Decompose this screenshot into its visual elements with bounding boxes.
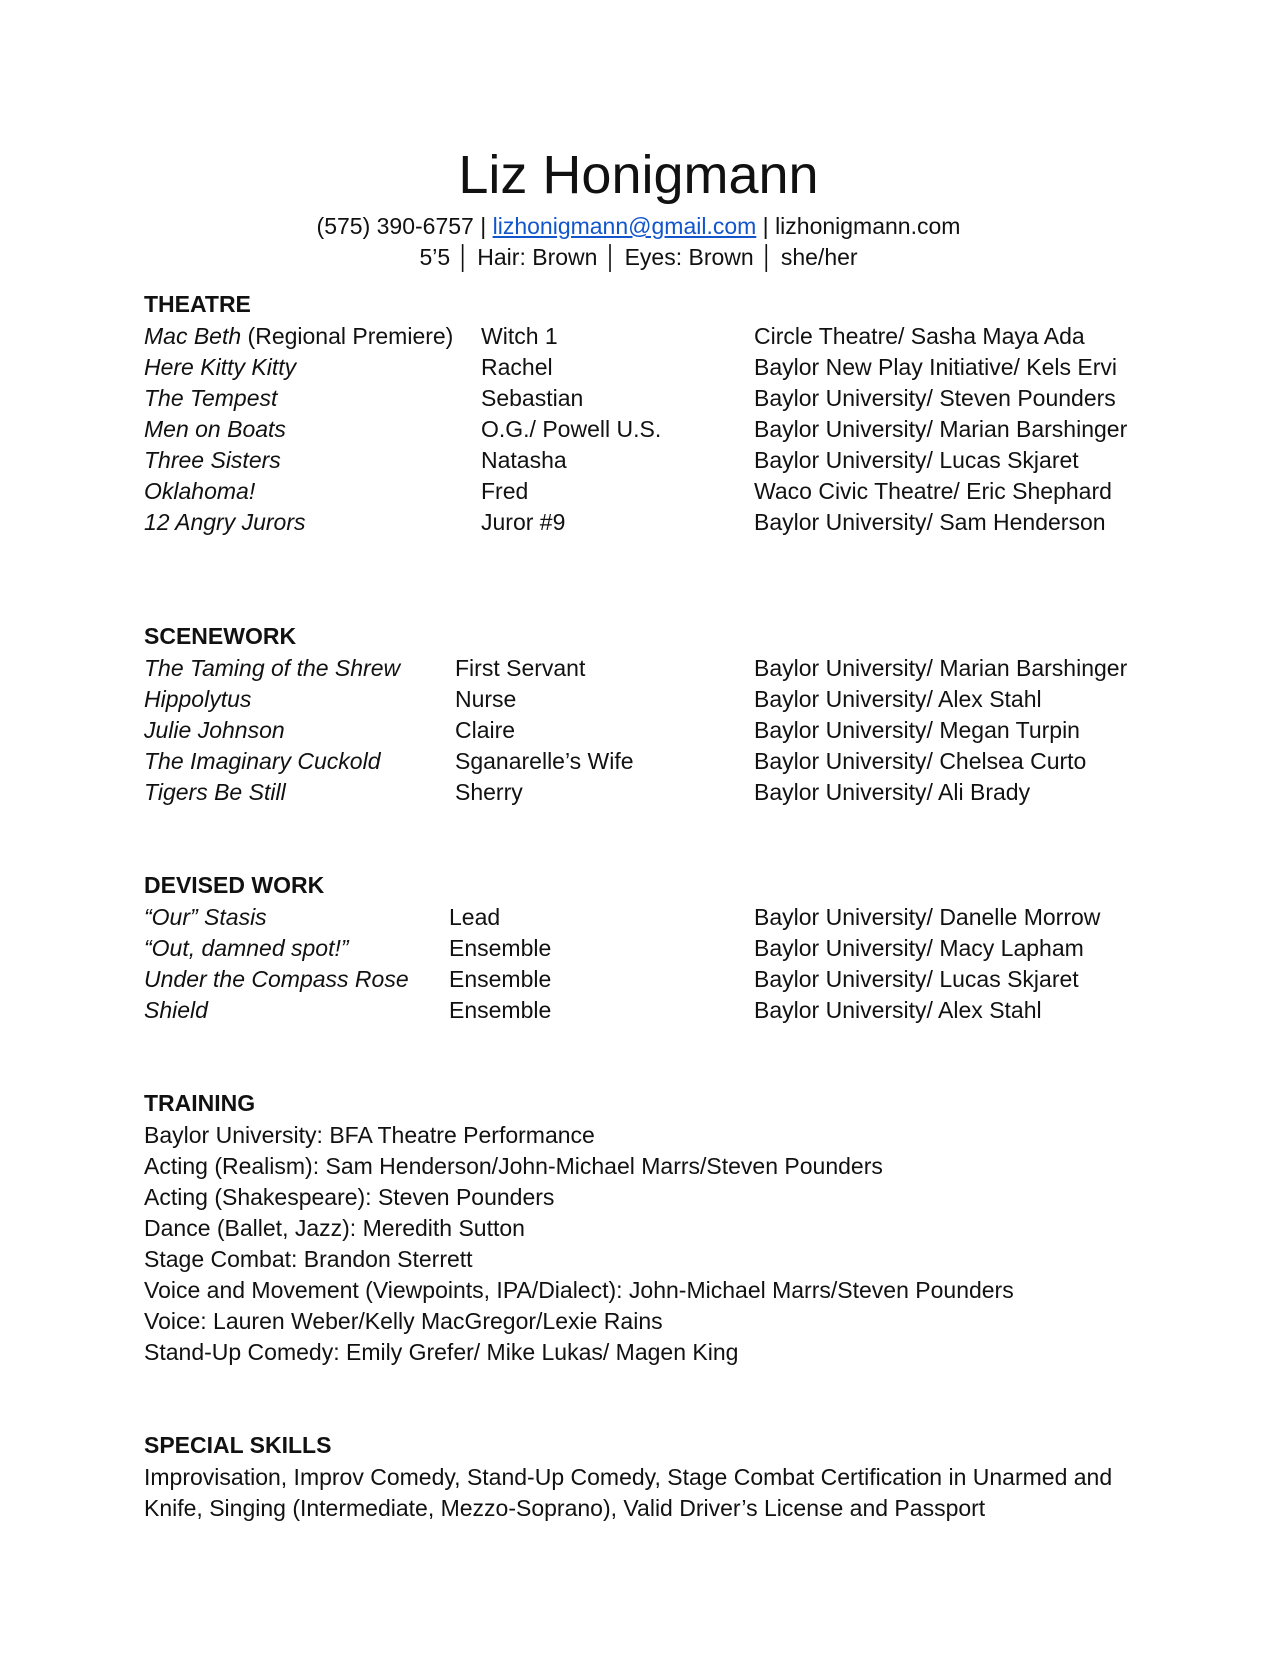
credit-company: Baylor University/ Marian Barshinger xyxy=(754,655,1128,681)
credit-title: Oklahoma! xyxy=(144,478,256,504)
email-link[interactable]: lizhonigmann@gmail.com xyxy=(492,213,757,239)
training-line: Stand-Up Comedy: Emily Grefer/ Mike Lukas/ Magen King xyxy=(144,1339,739,1365)
credit-role: Lead xyxy=(449,904,501,930)
training-line: Baylor University: BFA Theatre Performance xyxy=(144,1122,595,1148)
credit-role: Rachel xyxy=(481,354,553,380)
scenework-credit-row xyxy=(144,746,1144,777)
credit-company: Baylor University/ Steven Pounders xyxy=(754,385,1116,411)
website: lizhonigmann.com xyxy=(775,213,961,239)
credit-company: Baylor University/ Marian Barshinger xyxy=(754,416,1128,442)
training-line: Voice: Lauren Weber/Kelly MacGregor/Lexie Rains xyxy=(144,1308,663,1334)
credit-role: Fred xyxy=(481,478,529,504)
credit-role: O.G./ Powell U.S. xyxy=(481,416,662,442)
skills-text: Improvisation, Improv Comedy, Stand-Up Comedy, Stage Combat Certification in Unarmed and Knife, Singing (Intermediate, Mezzo-Soprano), Valid Driver’s License and Passport xyxy=(144,1464,1113,1521)
scenework-credit-row xyxy=(144,777,1144,808)
theatre-credit-row xyxy=(144,414,1144,445)
scenework-credit-row xyxy=(144,715,1144,746)
credit-company: Baylor University/ Megan Turpin xyxy=(754,717,1080,743)
training-line: Stage Combat: Brandon Sterrett xyxy=(144,1246,473,1272)
training-line: Acting (Shakespeare): Steven Pounders xyxy=(144,1184,555,1210)
credit-title: Here Kitty Kitty xyxy=(144,354,297,380)
credit-company: Baylor University/ Macy Lapham xyxy=(754,935,1084,961)
credit-company: Baylor University/ Alex Stahl xyxy=(754,686,1042,712)
credit-title: Julie Johnson xyxy=(144,717,285,743)
scenework-credit-row xyxy=(144,684,1144,715)
devised-credit-row xyxy=(144,902,1144,933)
section-heading: SPECIAL SKILLS xyxy=(144,1432,332,1458)
credit-role: First Servant xyxy=(455,655,586,681)
contact-line xyxy=(0,212,1277,240)
credit-role: Witch 1 xyxy=(481,323,558,349)
devised-credit-row xyxy=(144,933,1144,964)
credit-role: Claire xyxy=(455,717,516,743)
credit-company: Baylor University/ Danelle Morrow xyxy=(754,904,1101,930)
credit-role: Ensemble xyxy=(449,966,552,992)
credit-title: 12 Angry Jurors xyxy=(144,509,306,535)
credit-title: Under the Compass Rose xyxy=(144,966,409,992)
credit-title: “Our” Stasis xyxy=(144,904,267,930)
credit-company: Baylor University/ Lucas Skjaret xyxy=(754,966,1079,992)
credit-role: Nurse xyxy=(455,686,517,712)
separator: | xyxy=(473,213,493,239)
stats-line: 5’5 │ Hair: Brown │ Eyes: Brown │ she/her xyxy=(419,244,858,270)
credit-title: Mac Beth (Regional Premiere) xyxy=(144,323,454,349)
credit-title: The Tempest xyxy=(144,385,278,411)
credit-company: Baylor University/ Alex Stahl xyxy=(754,997,1042,1023)
separator: | xyxy=(756,213,776,239)
section-heading: SCENEWORK xyxy=(144,623,297,649)
section-heading: THEATRE xyxy=(144,291,251,317)
credit-role: Natasha xyxy=(481,447,567,473)
credit-role: Sganarelle’s Wife xyxy=(455,748,634,774)
scenework-credit-row xyxy=(144,653,1144,684)
credit-title: “Out, damned spot!” xyxy=(144,935,349,961)
training-line: Voice and Movement (Viewpoints, IPA/Dialect): John-Michael Marrs/Steven Pounders xyxy=(144,1277,1014,1303)
devised-credit-row xyxy=(144,995,1144,1026)
credit-company: Baylor New Play Initiative/ Kels Ervi xyxy=(754,354,1118,380)
training-section xyxy=(144,1089,1144,1368)
scenework-section xyxy=(144,622,1144,808)
credit-title: Men on Boats xyxy=(144,416,286,442)
theatre-credit-row xyxy=(144,352,1144,383)
resume-name: Liz Honigmann xyxy=(458,145,819,205)
theatre-credit-row xyxy=(144,476,1144,507)
credit-role: Ensemble xyxy=(449,935,552,961)
theatre-credit-row xyxy=(144,445,1144,476)
skills-section xyxy=(144,1431,1144,1524)
credit-company: Baylor University/ Chelsea Curto xyxy=(754,748,1087,774)
section-heading: DEVISED WORK xyxy=(144,872,325,898)
credit-title: Tigers Be Still xyxy=(144,779,286,805)
credit-company: Baylor University/ Lucas Skjaret xyxy=(754,447,1079,473)
training-line: Acting (Realism): Sam Henderson/John-Michael Marrs/Steven Pounders xyxy=(144,1153,883,1179)
credit-title: The Imaginary Cuckold xyxy=(144,748,381,774)
devised-section xyxy=(144,871,1144,1026)
credit-title: The Taming of the Shrew xyxy=(144,655,401,681)
theatre-credit-row xyxy=(144,507,1144,538)
credit-company: Circle Theatre/ Sasha Maya Ada xyxy=(754,323,1085,349)
credit-role: Sherry xyxy=(455,779,523,805)
theatre-credit-row xyxy=(144,321,1144,352)
credit-role: Sebastian xyxy=(481,385,584,411)
credit-company: Waco Civic Theatre/ Eric Shephard xyxy=(754,478,1112,504)
credit-role: Juror #9 xyxy=(481,509,566,535)
phone-number: (575) 390-6757 xyxy=(316,213,474,239)
training-line: Dance (Ballet, Jazz): Meredith Sutton xyxy=(144,1215,525,1241)
credit-title: Three Sisters xyxy=(144,447,281,473)
theatre-credit-row xyxy=(144,383,1144,414)
credit-company: Baylor University/ Ali Brady xyxy=(754,779,1031,805)
scenework-list xyxy=(144,653,1144,808)
training-list xyxy=(144,1120,1144,1368)
credit-role: Ensemble xyxy=(449,997,552,1023)
credit-note: (Regional Premiere) xyxy=(241,323,454,349)
section-heading: TRAINING xyxy=(144,1090,256,1116)
devised-credit-row xyxy=(144,964,1144,995)
theatre-section xyxy=(144,290,1144,538)
devised-list xyxy=(144,902,1144,1026)
theatre-list xyxy=(144,321,1144,538)
credit-company: Baylor University/ Sam Henderson xyxy=(754,509,1106,535)
credit-title: Hippolytus xyxy=(144,686,252,712)
credit-title: Shield xyxy=(144,997,208,1023)
